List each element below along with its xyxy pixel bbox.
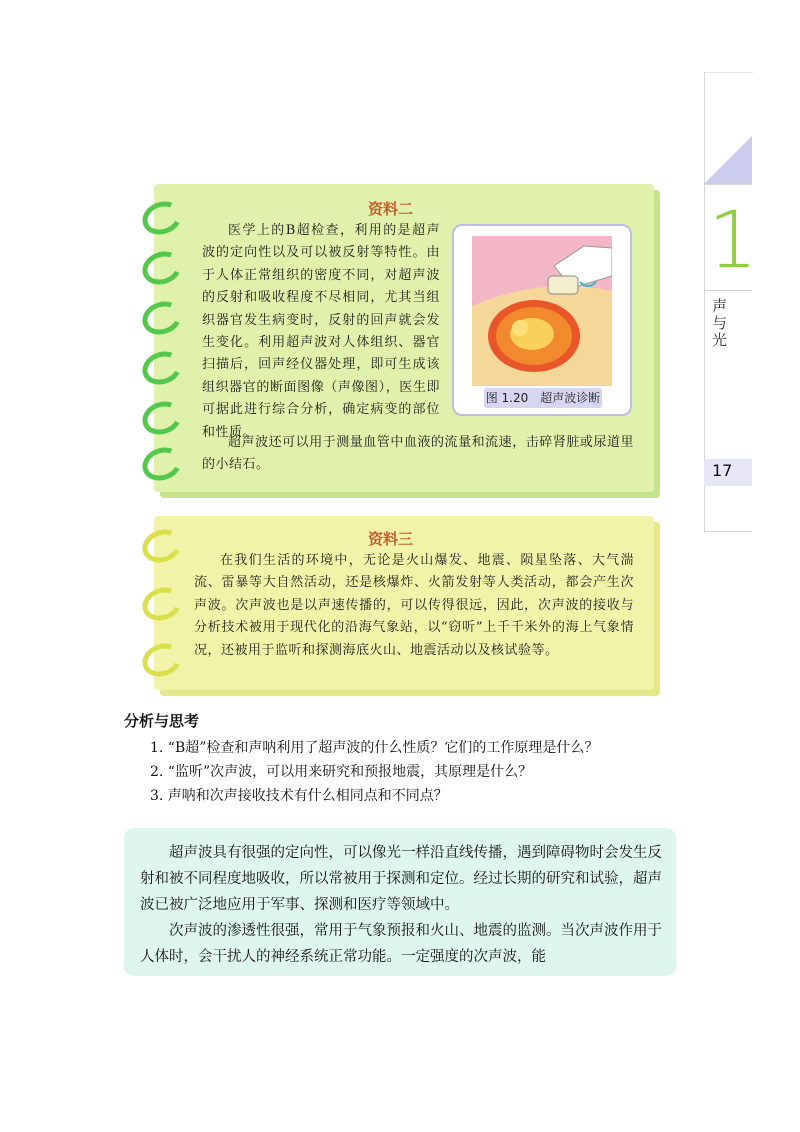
material2-paragraph-1: 医学上的B超检查，利用的是超声波的定向性以及可以被反射等特性。由于人体正常组织的密度不同，对超声波的反射和吸收程度不尽相同，尤其当组织器官发生病变时，反射的回声就会发生变化。利用超声波对人体组织、器官扫描后，回声经仪器处理，即可生成该组织器官的断面图像（声像图），医生即可据此进行综合分析，确定病变的部位和性质。 — [202, 223, 440, 440]
material2-paragraph-2: 超声波还可以用于测量血管中血液的流量和流速，击碎肾脏或尿道里的小结石。 — [202, 435, 634, 473]
question-item: 3. 声呐和次声接收技术有什么相同点和不同点？ — [150, 788, 448, 804]
material3-card — [154, 516, 654, 690]
chapter-tab-divider — [704, 184, 752, 185]
chapter-tab-corner — [704, 136, 752, 184]
questions-list — [150, 736, 598, 808]
ultrasound-illustration — [472, 236, 612, 386]
material3-body — [194, 550, 634, 662]
question-item: 1. “B超”检查和声呐利用了超声波的什么性质？它们的工作原理是什么？ — [150, 740, 599, 756]
page-corner — [704, 486, 752, 532]
summary-text — [140, 840, 662, 970]
material2-body — [202, 220, 440, 444]
chapter-divider — [704, 290, 752, 291]
material3-paragraph-1: 在我们生活的环境中，无论是火山爆发、地震、陨星坠落、大气湍流、雷暴等大自然活动，还是核爆炸、火箭发射等人类活动，都会产生次声波。次声波也是以声速传播的，可以传得很远，因此，次声波的接收与分析技术被用于现代化的沿海气象站，以“窃听”上千千米外的海上气象情况，还被用于监听和探测海底火山、地震活动以及核试验等。 — [194, 553, 634, 658]
questions-heading: 分析与思考 — [124, 712, 200, 730]
figure-caption: 图 1.20 超声波诊断 — [484, 388, 602, 408]
summary-paragraph-2: 次声波的渗透性很强，常用于气象预报和火山、地震的监测。当次声波作用于人体时，会干扰人的神经系统正常功能。一定强度的次声波，能 — [140, 923, 662, 965]
material2-title: 资料二 — [368, 200, 414, 218]
chapter-number: 1 — [708, 196, 758, 286]
question-item: 2. “监听”次声波，可以用来研究和预报地震，其原理是什么？ — [150, 764, 533, 780]
page-number: 17 — [712, 461, 733, 480]
material2-body-2 — [202, 432, 634, 477]
chapter-title: 声与光 — [712, 297, 728, 349]
summary-paragraph-1: 超声波具有很强的定向性，可以像光一样沿直线传播，遇到障碍物时会发生反射和被不同程度地吸收，所以常被用于探测和定位。经过长期的研究和试验，超声波已被广泛地应用于军事、探测和医疗等领域中。 — [140, 845, 662, 913]
material3-title: 资料三 — [368, 530, 414, 548]
figure-ultrasound-diagnosis — [452, 224, 632, 416]
summary-box — [124, 828, 676, 976]
